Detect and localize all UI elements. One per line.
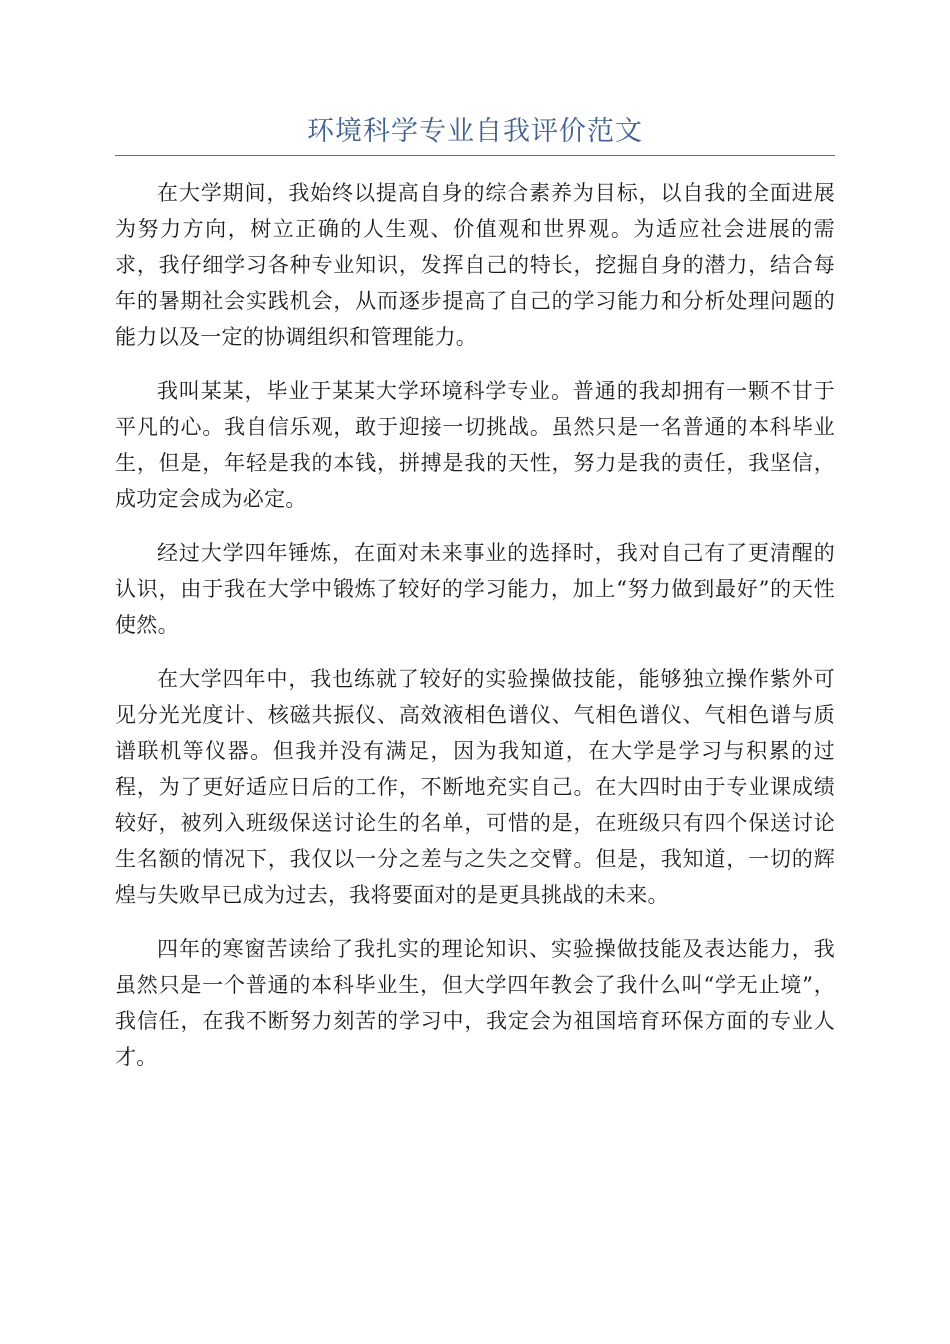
paragraph-2: 我叫某某，毕业于某某大学环境科学专业。普通的我却拥有一颗不甘于平凡的心。我自信乐观，敢于迎接一切挑战。虽然只是一名普通的本科毕业生，但是，年轻是我的本钱，拼搏是我的天性，努力是我的责任，我坚信，成功定会成为必定。 [115,379,835,511]
paragraph-4: 在大学四年中，我也练就了较好的实验操做技能，能够独立操作紫外可见分光光度计、核磁共振仪、高效液相色谱仪、气相色谱仪、气相色谱与质谱联机等仪器。但我并没有满足，因为我知道，在大学是学习与积累的过程，为了更好适应日后的工作，不断地充实自己。在大四时由于专业课成绩较好，被列入班级保送讨论生的名单，可惜的是，在班级只有四个保送讨论生名额的情况下，我仅以一分之差与之失之交臂。但是，我知道，一切的辉煌与失败早已成为过去，我将要面对的是更具挑战的未来。 [115,667,835,907]
document-body [115,175,835,1093]
title-underline [115,155,835,156]
paragraph-1: 在大学期间，我始终以提高自身的综合素养为目标，以自我的全面进展为努力方向，树立正确的人生观、价值观和世界观。为适应社会进展的需求，我仔细学习各种专业知识，发挥自己的特长，挖掘自身的潜力，结合每年的暑期社会实践机会，从而逐步提高了自己的学习能力和分析处理问题的能力以及一定的协调组织和管理能力。 [115,181,835,349]
paragraph-3: 经过大学四年锤炼，在面对未来事业的选择时，我对自己有了更清醒的认识，由于我在大学中锻炼了较好的学习能力，加上“努力做到最好”的天性使然。 [115,541,835,637]
paragraph-5: 四年的寒窗苦读给了我扎实的理论知识、实验操做技能及表达能力，我虽然只是一个普通的本科毕业生，但大学四年教会了我什么叫“学无止境”，我信任，在我不断努力刻苦的学习中，我定会为祖国培育环保方面的专业人才。 [115,937,835,1069]
document-title: 环境科学专业自我评价范文 [307,116,643,147]
